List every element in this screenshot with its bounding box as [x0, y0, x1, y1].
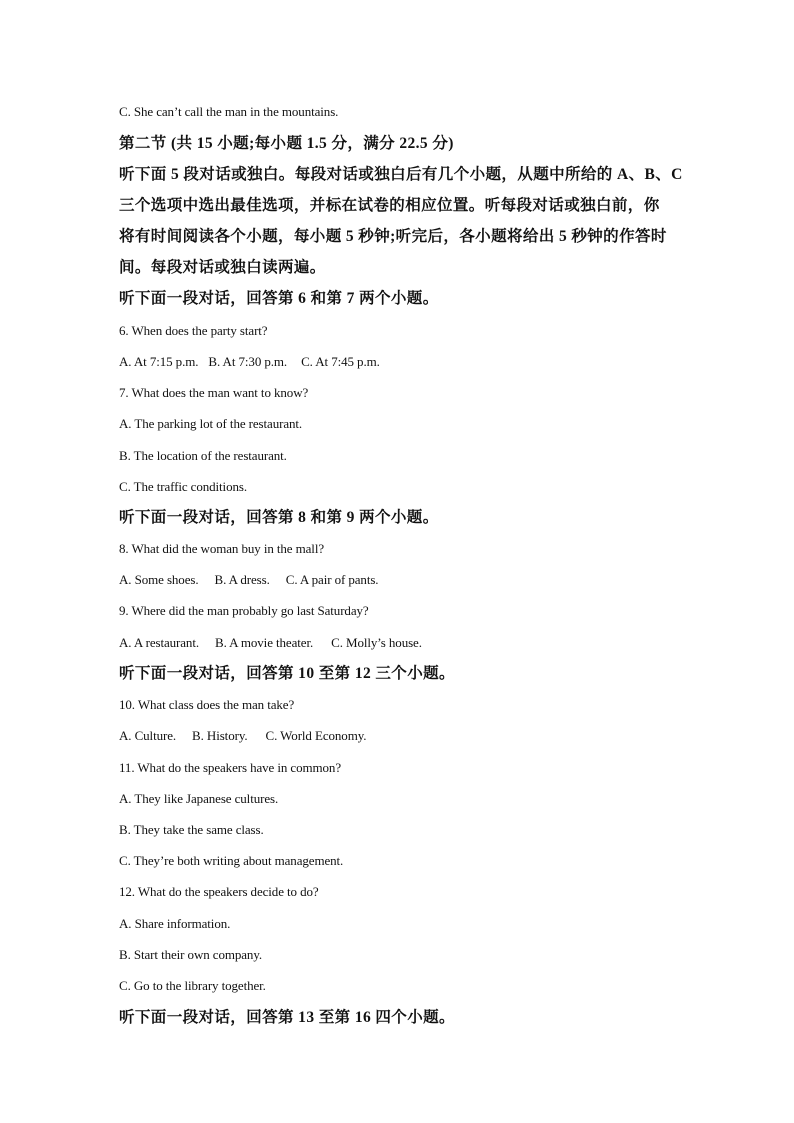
question-10-option-a: A. Culture. [119, 728, 177, 743]
question-9-option-c: C. Molly’s house. [331, 635, 422, 650]
question-6-option-c: C. At 7:45 p.m. [301, 354, 380, 369]
instructions-line-2: 三个选项中选出最佳选项，并标在试卷的相应位置。听每段对话或独白前，你 [119, 197, 660, 214]
question-6-option-b: B. At 7:30 p.m. [208, 354, 288, 369]
question-6-option-a: A. At 7:15 p.m. [119, 354, 199, 369]
group-intro-10-12: 听下面一段对话，回答第 10 至第 12 三个小题。 [119, 665, 455, 682]
question-12-option-b: B. Start their own company. [119, 947, 263, 962]
question-7-option-a: A. The parking lot of the restaurant. [119, 416, 303, 431]
group-intro-6-7: 听下面一段对话，回答第 6 和第 7 两个小题。 [119, 290, 439, 307]
question-9-option-b: B. A movie theater. [215, 635, 314, 650]
question-9-option-a: A. A restaurant. [119, 635, 199, 650]
question-10-options [119, 729, 366, 742]
group-intro-8-9: 听下面一段对话，回答第 8 和第 9 两个小题。 [119, 509, 439, 526]
question-8-stem: 8. What did the woman buy in the mall? [119, 541, 325, 556]
question-11-option-b: B. They take the same class. [119, 822, 264, 837]
question-5-option-c: C. She can’t call the man in the mountains. [119, 104, 339, 119]
question-12-option-a: A. Share information. [119, 916, 231, 931]
instructions-line-4: 间。每段对话或独白读两遍。 [119, 259, 326, 276]
question-8-option-a: A. Some shoes. [119, 572, 199, 587]
instructions-line-1: 听下面 5 段对话或独白。每段对话或独白后有几个小题，从题中所给的 A、B、C [119, 166, 683, 183]
question-8-option-b: B. A dress. [214, 572, 270, 587]
question-11-option-c: C. They’re both writing about management. [119, 853, 344, 868]
question-7-option-c: C. The traffic conditions. [119, 479, 247, 494]
question-11-stem: 11. What do the speakers have in common? [119, 760, 341, 775]
question-6-stem: 6. When does the party start? [119, 323, 268, 338]
question-10-option-c: C. World Economy. [265, 728, 367, 743]
group-intro-13-16: 听下面一段对话，回答第 13 至第 16 四个小题。 [119, 1009, 455, 1026]
question-12-stem: 12. What do the speakers decide to do? [119, 884, 319, 899]
section-heading: 第二节 (共 15 小题;每小题 1.5 分，满分 22.5 分) [119, 135, 454, 152]
question-11-option-a: A. They like Japanese cultures. [119, 791, 279, 806]
question-6-options [119, 355, 380, 368]
question-8-options [119, 573, 378, 586]
question-12-option-c: C. Go to the library together. [119, 978, 266, 993]
question-9-options [119, 636, 422, 649]
instructions-line-3: 将有时间阅读各个小题，每小题 5 秒钟;听完后，各小题将给出 5 秒钟的作答时 [119, 228, 667, 245]
question-7-option-b: B. The location of the restaurant. [119, 448, 287, 463]
question-10-option-b: B. History. [192, 728, 248, 743]
question-9-stem: 9. Where did the man probably go last Saturday? [119, 603, 369, 618]
question-10-stem: 10. What class does the man take? [119, 697, 295, 712]
question-7-stem: 7. What does the man want to know? [119, 385, 309, 400]
question-8-option-c: C. A pair of pants. [285, 572, 379, 587]
